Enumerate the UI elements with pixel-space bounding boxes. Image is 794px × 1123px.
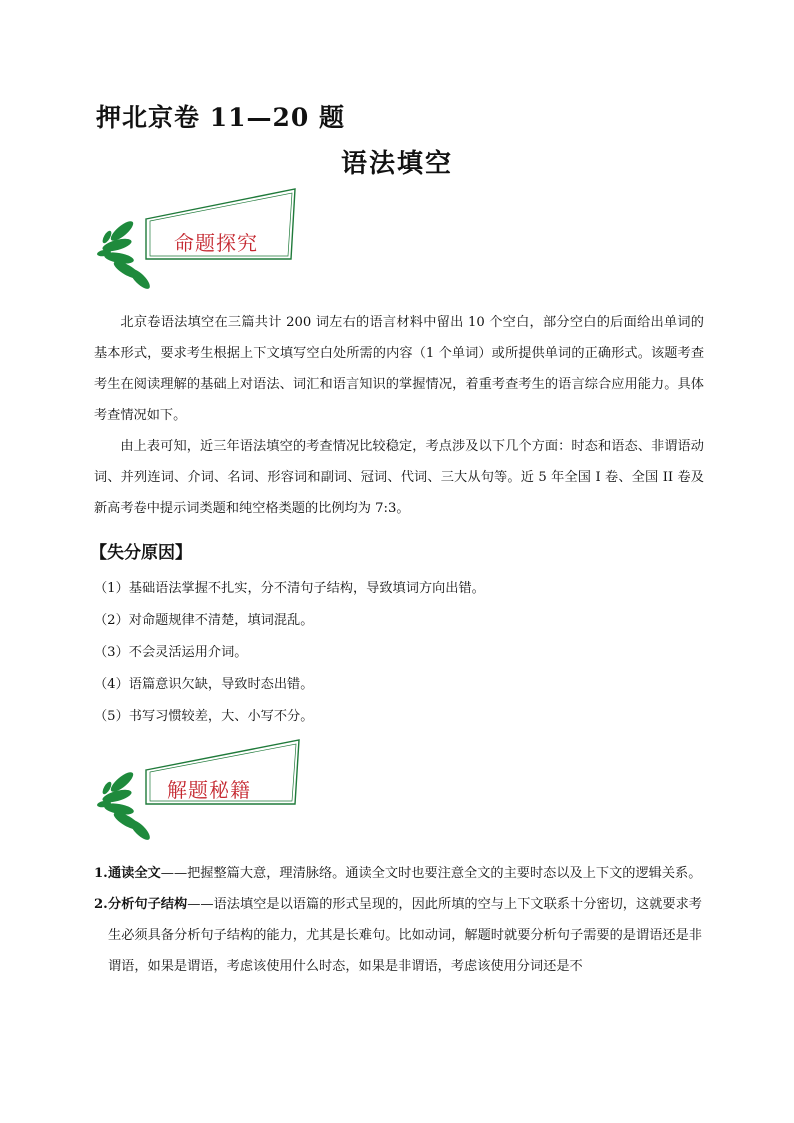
document-title: 押北京卷 11—20 题: [96, 103, 345, 132]
tip-title: 通读全文: [108, 866, 161, 881]
loss-reasons-heading: 【失分原因】: [90, 543, 192, 563]
solution-banner-label: 解题秘籍: [167, 778, 251, 802]
list-item: （1）基础语法掌握不扎实，分不清句子结构，导致填词方向出错。: [94, 581, 485, 596]
intro-paragraph-2: 由上表可知，近三年语法填空的考查情况比较稳定，考点涉及以下几个方面：时态和语态、非谓语动词、并列连词、介词、名词、形容词和副词、冠词、代词、三大从句等。近 5 年全国 I 卷、全国 II 卷及新高考卷中提示词类题和纯空格类题的比例均为 7:3。: [94, 439, 704, 516]
tip-number: 1.: [94, 866, 108, 881]
tip-text: ——语法填空是以语篇的形式呈现的，因此所填的空与上下文联系十分密切，这就要求考生必须具备分析句子结构的能力，尤其是长难句。比如动词，解题时就要分析句子需要的是谓语还是非谓语，如果是谓语，考虑该使用什么时态，如果是非谓语，考虑该使用分词还是不: [108, 897, 702, 974]
tip-item: [94, 889, 702, 982]
intro-section: [94, 307, 704, 524]
solution-banner: [92, 738, 302, 838]
tip-body: [108, 858, 702, 889]
tip-text: ——把握整篇大意，理清脉络。通读全文时也要注意全文的主要时态以及上下文的逻辑关系。: [160, 866, 702, 881]
tip-item: [94, 858, 702, 889]
loss-reasons-list: [94, 573, 485, 733]
list-item: （2）对命题规律不清楚，填词混乱。: [94, 613, 314, 628]
intro-paragraph-1: 北京卷语法填空在三篇共计 200 词左右的语言材料中留出 10 个空白，部分空白的后面给出单词的基本形式，要求考生根据上下文填写空白处所需的内容（1 个单词）或所提供单词的正确形式。该题考查考生在阅读理解的基础上对语法、词汇和语言知识的掌握情况，着重考查考生的语言综合应用能力。具体考查情况如下。: [94, 315, 704, 423]
list-item: （3）不会灵活运用介词。: [94, 645, 248, 660]
tip-title: 分析句子结构: [108, 897, 188, 912]
tip-body: [108, 889, 702, 982]
document-subtitle: 语法填空: [341, 149, 454, 179]
proposition-banner: [92, 187, 302, 287]
list-item: （5）书写习惯较差，大、小写不分。: [94, 709, 314, 724]
tips-section: [94, 858, 702, 982]
proposition-banner-label: 命题探究: [174, 231, 258, 255]
list-item: （4）语篇意识欠缺，导致时态出错。: [94, 677, 314, 692]
tip-number: 2.: [94, 897, 108, 912]
